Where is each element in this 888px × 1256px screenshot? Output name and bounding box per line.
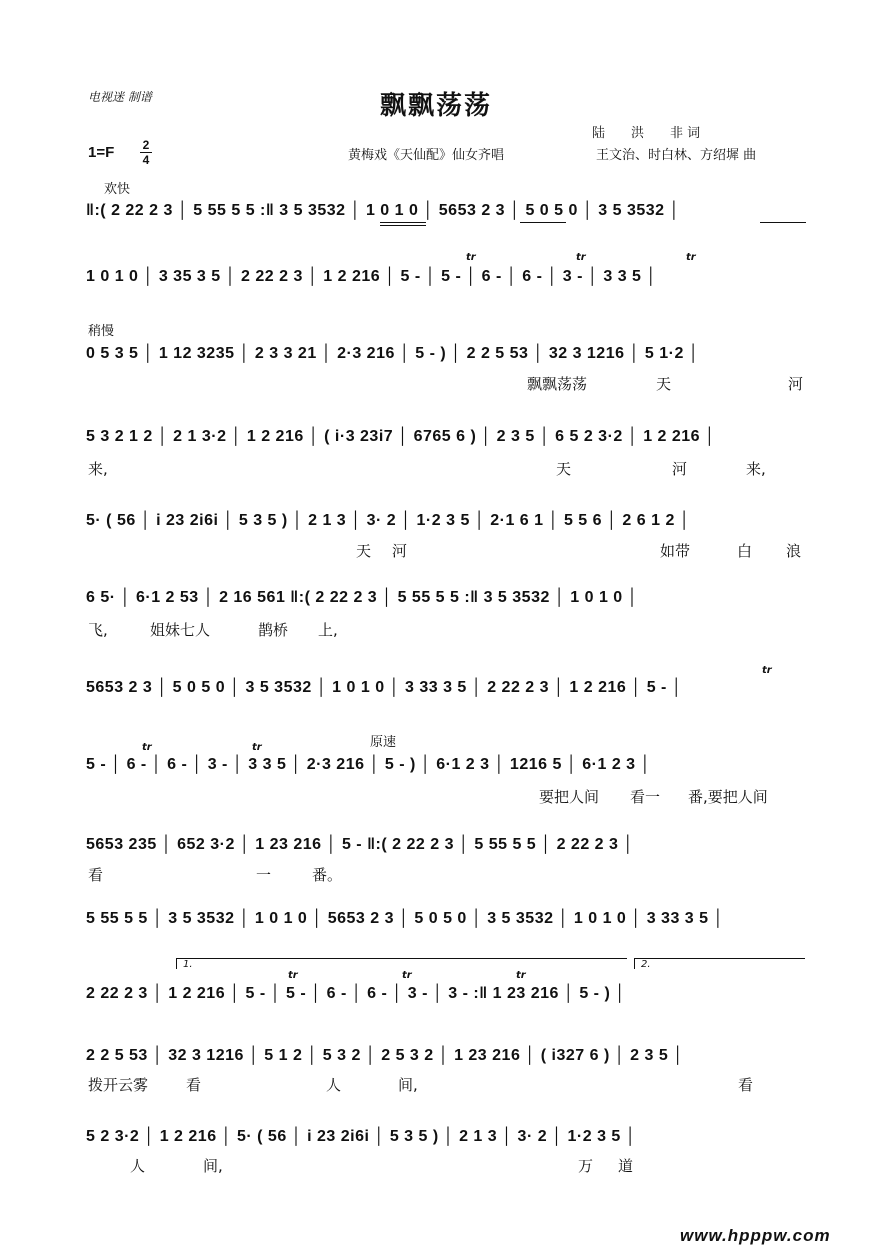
lyric: 河 [672,460,688,478]
trill-mark: tr [576,252,586,263]
meter-top: 2 [142,138,150,152]
lyric: 河 [392,542,408,560]
lyric: 天 [556,460,572,478]
lyric: 间, [203,1157,223,1175]
lyricist-credit: 陆 洪 非 词 [592,126,701,141]
notation-line-11: 2 22 2 3 │ 1 2 216 │ 5 - │ 5 - │ 6 - │ 6 - │ 3 - │ 3 - :‖ 1 23 216 │ 5 - ) │ [86,985,626,1002]
lyric: 道 [618,1157,634,1175]
meter-bottom: 4 [142,153,150,167]
lyric: 番。 [312,866,343,884]
song-title: 飘飘荡荡 [380,91,493,121]
notation-line-9: 5653 235 │ 652 3·2 │ 1 23 216 │ 5 - ‖:( 2 22 2 3 │ 5 55 5 5 │ 2 22 2 3 │ [86,836,634,853]
lyric: 看 [738,1076,754,1094]
lyric: 河 [788,375,804,393]
lyric: 飞, [88,621,108,639]
second-ending-label: 2. [641,959,651,970]
notation-line-5: 5· ( 56 │ i 23 2i6i │ 5 3 5 ) │ 2 1 3 │ 3· 2 │ 1·2 3 5 │ 2·1 6 1 │ 5 5 6 │ 2 6 1 2 │ [86,512,691,529]
notation-line-10: 5 55 5 5 │ 3 5 3532 │ 1 0 1 0 │ 5653 2 3 │ 5 0 5 0 │ 3 5 3532 │ 1 0 1 0 │ 3 33 3 5 │ [86,910,724,927]
lyric: 白 [737,542,753,560]
key-signature: 1=F [88,144,115,161]
lyric: 拨开云雾 [88,1076,149,1094]
trill-mark: tr [762,665,772,676]
composer-credit: 王文治、时白林、方绍墀 曲 [596,148,757,163]
lyric: 要把人间 [539,788,600,806]
notation-line-8: 5 - │ 6 - │ 6 - │ 3 - │ 3 3 5 │ 2·3 216 │ 5 - ) │ 6·1 2 3 │ 1216 5 │ 6·1 2 3 │ [86,756,652,773]
lyric: 间, [398,1076,418,1094]
opera-subtitle: 黄梅戏《天仙配》仙女齐唱 [348,148,505,163]
lyric: 来, [88,460,108,478]
lyric: 一 [256,866,272,884]
beam-underline [760,222,806,223]
lyric: 上, [318,621,338,639]
beam-underline [520,222,566,223]
lyric: 番,要把人间 [688,788,768,806]
transcriber-credit: 电视迷 制谱 [88,90,152,104]
beam-underline [380,225,426,226]
lyric: 人 [326,1076,342,1094]
tempo-mark-shaoman: 稍慢 [88,324,115,339]
notation-line-3: 0 5 3 5 │ 1 12 3235 │ 2 3 3 21 │ 2·3 216 │ 5 - ) │ 2 2 5 53 │ 32 3 1216 │ 5 1·2 │ [86,345,700,362]
lyric: 看一 [630,788,661,806]
notation-line-4: 5 3 2 1 2 │ 2 1 3·2 │ 1 2 216 │ ( i·3 23i7 │ 6765 6 ) │ 2 3 5 │ 6 5 2 3·2 │ 1 2 216 │ [86,428,716,445]
tempo-mark-huankuai: 欢快 [104,182,131,197]
lyric: 浪 [786,542,802,560]
site-watermark: www.hpppw.com [680,1226,831,1245]
notation-line-1: ‖:( 2 22 2 3 │ 5 55 5 5 :‖ 3 5 3532 │ 1 0 1 0 │ 5653 2 3 │ 5 0 5 0 │ 3 5 3532 │ [86,202,680,219]
lyric: 万 [578,1157,594,1175]
lyric: 鹊桥 [258,621,289,639]
notation-line-13: 5 2 3·2 │ 1 2 216 │ 5· ( 56 │ i 23 2i6i │ 5 3 5 ) │ 2 1 3 │ 3· 2 │ 1·2 3 5 │ [86,1128,637,1145]
trill-mark: tr [466,252,476,263]
first-ending-bracket [176,958,627,969]
trill-mark: tr [686,252,696,263]
notation-line-12: 2 2 5 53 │ 32 3 1216 │ 5 1 2 │ 5 3 2 │ 2 5 3 2 │ 1 23 216 │ ( i327 6 ) │ 2 3 5 │ [86,1047,684,1064]
second-ending-bracket [634,958,805,969]
lyric: 来, [746,460,766,478]
lyric: 天 [656,375,672,393]
trill-mark: tr [288,970,298,981]
time-signature [140,139,152,166]
lyric: 姐妹七人 [150,621,211,639]
trill-mark: tr [516,970,526,981]
notation-line-2: 1 0 1 0 │ 3 35 3 5 │ 2 22 2 3 │ 1 2 216 │ 5 - │ 5 - │ 6 - │ 6 - │ 3 - │ 3 3 5 │ [86,268,657,285]
first-ending-label: 1. [183,959,193,970]
trill-mark: tr [142,742,152,753]
notation-line-6: 6 5· │ 6·1 2 53 │ 2 16 561 ‖:( 2 22 2 3 │ 5 55 5 5 :‖ 3 5 3532 │ 1 0 1 0 │ [86,589,639,606]
notation-line-7: 5653 2 3 │ 5 0 5 0 │ 3 5 3532 │ 1 0 1 0 │ 3 33 3 5 │ 2 22 2 3 │ 1 2 216 │ 5 - │ [86,679,683,696]
lyric: 飘飘荡荡 [527,375,588,393]
beam-underline [380,222,426,223]
lyric: 人 [130,1157,146,1175]
lyric: 天 [356,542,372,560]
trill-mark: tr [402,970,412,981]
tempo-mark-yuansu: 原速 [370,735,397,750]
lyric: 如带 [660,542,691,560]
trill-mark: tr [252,742,262,753]
lyric: 看 [88,866,104,884]
lyric: 看 [186,1076,202,1094]
